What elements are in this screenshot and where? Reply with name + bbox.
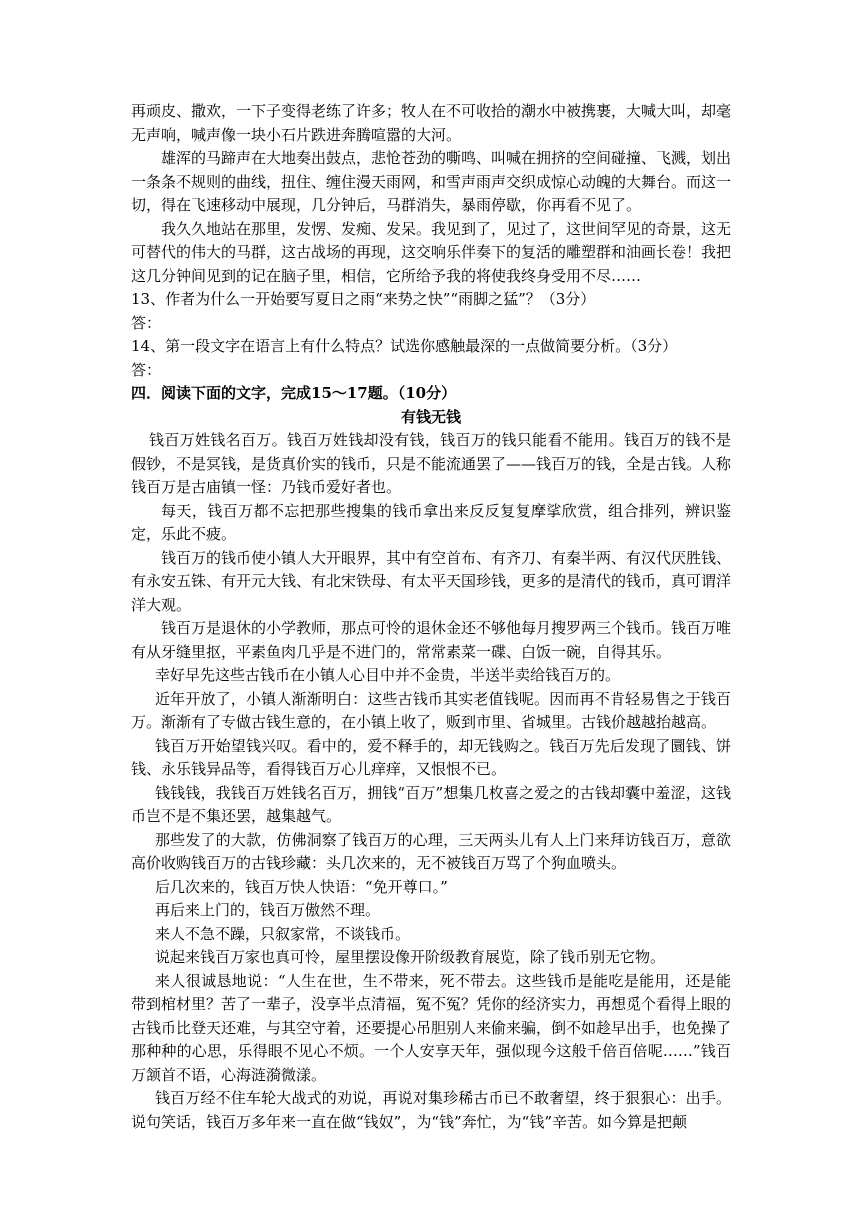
paragraph: 再后来上门的，钱百万傲然不理。 [155,901,381,919]
paragraph: 再顽皮、撒欢，一下子变得老练了许多；牧人在不可收拾的潮水中被携裹，大喊大叫，却毫无声响，喊声像一块小石片跌进奔腾喧嚣的大河。 [131,102,732,144]
paragraph: 钱百万开始望钱兴叹。看中的，爱不释手的，却无钱购之。钱百万先后发现了圜钱、饼钱、永乐钱异品等，看得钱百万心儿痒痒，又恨恨不已。 [131,736,731,778]
article-title: 有钱无钱 [400,407,461,426]
paragraph: 雄浑的马蹄声在大地奏出鼓点，悲怆苍劲的嘶鸣、叫喊在拥挤的空间碰撞、飞溅，划出一条条不规则的曲线，扭住、缠住漫天雨网，和雪声雨声交织成惊心动魄的大舞台。而这一切，得在飞速移动中展现，几分钟后，马群消失，暴雨停歇，你再看不见了。 [131,149,732,214]
paragraph: 近年开放了，小镇人渐渐明白：这些古钱币其实老值钱呢。因而再不肯轻易售之于钱百万。渐渐有了专做古钱生意的，在小镇上收了，贩到市里、省城里。古钱价越越抬越高。 [131,689,731,731]
paragraph: 每天，钱百万都不忘把那些搜集的钱币拿出来反反复复摩挲欣赏，组合排列，辨识鉴定，乐此不疲。 [131,501,731,543]
paragraph: 来人不急不躁，只叙家常，不谈钱币。 [155,924,411,943]
section-heading: 四．阅读下面的文字，完成15～17题。（10分） [131,384,457,402]
paragraph: 钱百万姓钱名百万。钱百万姓钱却没有钱，钱百万的钱只能看不能用。钱百万的钱不是假钞，不是冥钱，是货真价实的钱币，只是不能流通罢了——钱百万的钱，全是古钱。人称钱百万是古庙镇一怪：乃钱币爱好者也。 [131,431,732,496]
paragraph: 幸好早先这些古钱币在小镇人心目中并不金贵，半送半卖给钱百万的。 [155,666,621,684]
paragraph: 钱百万的钱币使小镇人大开眼界，其中有空首布、有齐刀、有秦半两、有汉代厌胜钱、有永安五铢、有开元大钱、有北宋铁母、有太平天国珍钱，更多的是清代的钱币，真可谓洋洋大观。 [131,548,732,614]
document-page [131,100,731,1134]
paragraph: 答： [131,360,162,379]
paragraph: 我久久地站在那里，发愣、发痴、发呆。我见到了，见过了，这世间罕见的奇景，这无可替代的伟大的马群，这古战场的再现，这交响乐伴奏下的复活的雕塑群和油画长卷！我把这几分钟间见到的记在脑子里，相信，它所给予我的将使我终身受用不尽…… [131,219,732,285]
paragraph: 答： [131,313,162,332]
paragraph: 钱钱钱，我钱百万姓钱名百万，拥钱“百万”想集几枚喜之爱之的古钱却囊中羞涩，这钱币岂不是不集还罢，越集越气。 [131,783,731,825]
paragraph: 13、作者为什么一开始要写夏日之雨“来势之快”“雨脚之猛”？（3分） [131,290,596,308]
paragraph: 后几次来的，钱百万快人快语：“免开尊口。” [155,877,448,896]
paragraph: 14、第一段文字在语言上有什么特点？试选你感触最深的一点做简要分析。（3分） [131,337,678,355]
paragraph: 钱百万是退休的小学教师，那点可怜的退休金还不够他每月搜罗两三个钱币。钱百万唯有从牙缝里抠，平素鱼肉几乎是不进门的，常常素菜一碟、白饭一碗，自得其乐。 [131,619,732,661]
paragraph: 来人很诚恳地说：“人生在世，生不带来，死不带去。这些钱币是能吃是能用，还是能带到棺材里？苦了一辈子，没享半点清福，冤不冤？凭你的经济实力，再想觅个看得上眼的古钱币比登天还难，与其空守着，还要提心吊胆别人来偷来骗，倒不如趁早出手，也免操了那种种的心思，乐得眼不见心不烦。一个人安享天年，强似现今这般千倍百倍呢……”钱百万颔首不语，心海涟漪微漾。 [131,971,732,1084]
paragraph: 那些发了的大款，仿佛洞察了钱百万的心理，三天两头儿有人上门来拜访钱百万，意欲高价收购钱百万的古钱珍藏：头几次来的，无不被钱百万骂了个狗血喷头。 [131,830,731,872]
paragraph: 说起来钱百万家也真可怜，屋里摆设像开阶级教育展览，除了钱币别无它物。 [155,948,666,966]
paragraph: 钱百万经不住车轮大战式的劝说，再说对集珍稀古币已不敢奢望，终于狠狠心：出手。说句笑话，钱百万多年来一直在做“钱奴”，为“钱”奔忙，为“钱”辛苦。如今算是把颠 [131,1089,731,1131]
